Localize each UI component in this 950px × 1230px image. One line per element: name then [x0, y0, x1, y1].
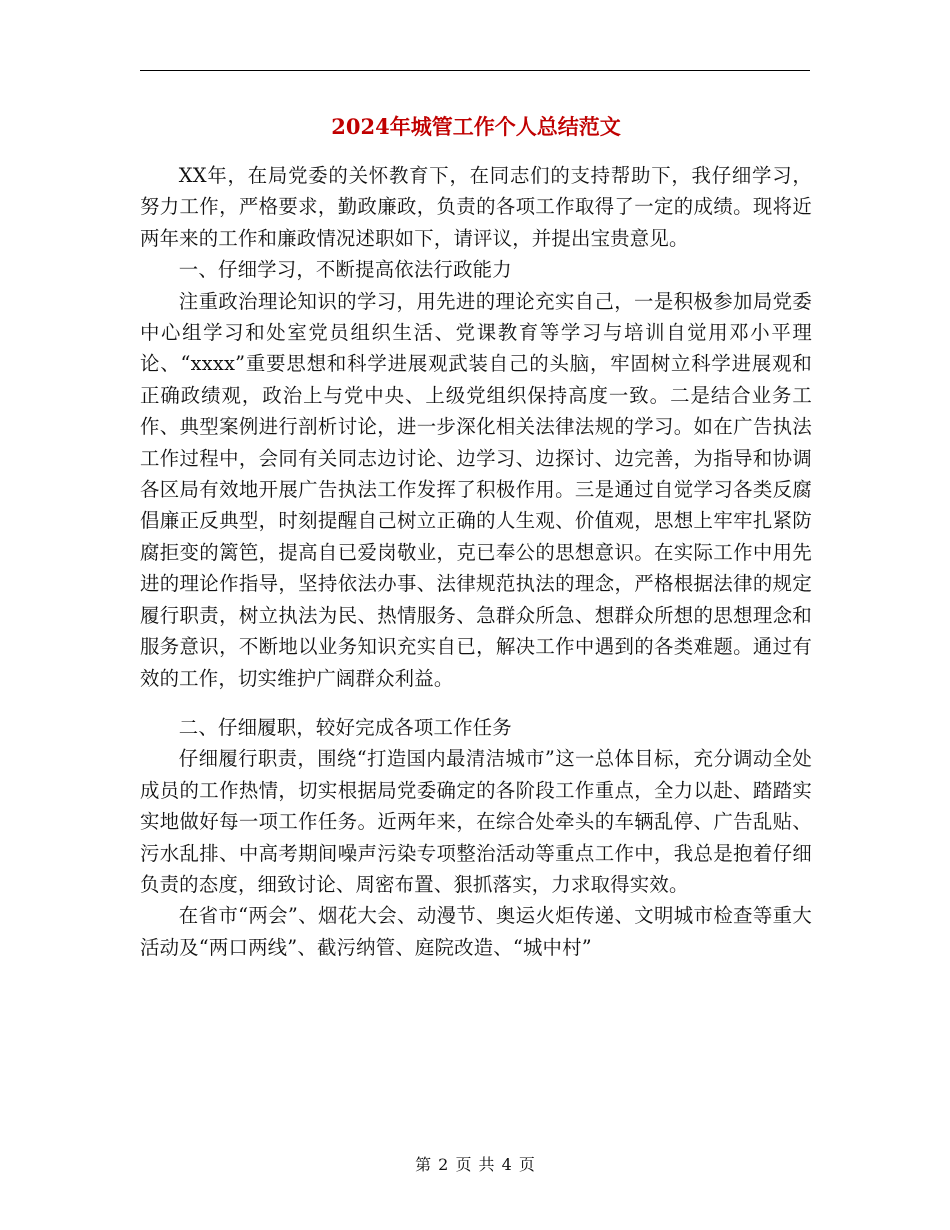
page-number-footer: 第 2 页 共 4 页 [415, 1155, 535, 1174]
section-2-paragraph-2: 在省市“两会”、烟花大会、动漫节、奥运火炬传递、文明城市检查等重大活动及“两口两线”、截污纳管、庭院改造、“城中村” [140, 904, 812, 959]
document-body [140, 104, 812, 963]
intro-paragraph: XX年，在局党委的关怀教育下，在同志们的支持帮助下，我仔细学习，努力工作，严格要求，勤政廉政，负责的各项工作取得了一定的成绩。现将近两年来的工作和廉政情况述职如下，请评议，并提出宝贵意见。 [140, 164, 812, 250]
section-heading-1: 一、仔细学习，不断提高依法行政能力 [178, 258, 512, 282]
document-title: 2024年城管工作个人总结范文 [331, 114, 621, 139]
section-2-paragraph-1: 仔细履行职责，围绕“打造国内最清洁城市”这一总体目标，充分调动全处成员的工作热情，切实根据局党委确定的各阶段工作重点，全力以赴、踏踏实实地做好每一项工作任务。近两年来，在综合处牵头的车辆乱停、广告乱贴、污水乱排、中高考期间噪声污染专项整治活动等重点工作中，我总是抱着仔细负责的态度，细致讨论、周密布置、狠抓落实，力求取得实效。 [140, 747, 812, 896]
section-heading-2: 二、仔细履职，较好完成各项工作任务 [178, 715, 512, 739]
section-1-paragraph: 注重政治理论知识的学习，用先进的理论充实自己，一是积极参加局党委中心组学习和处室党员组织生活、党课教育等学习与培训自觉用邓小平理论、“xxxx”重要思想和科学进展观武装自己的头脑，牢固树立科学进展观和正确政绩观，政治上与党中央、上级党组织保持高度一致。二是结合业务工作、典型案例进行剖析讨论，进一步深化相关法律法规的学习。如在广告执法工作过程中，会同有关同志边讨论、边学习、边探讨、边完善，为指导和协调各区局有效地开展广告执法工作发挥了积极作用。三是通过自觉学习各类反腐倡廉正反典型，时刻提醒自己树立正确的人生观、价值观，思想上牢牢扎紧防腐拒变的篱笆，提高自已爱岗敬业，克已奉公的思想意识。在实际工作中用先进的理论作指导，坚持依法办事、法律规范执法的理念，严格根据法律的规定履行职责，树立执法为民、热情服务、急群众所急、想群众所想的思想理念和服务意识，不断地以业务知识充实自已，解决工作中遇到的各类难题。通过有效的工作，切实维护广阔群众利益。 [140, 289, 812, 690]
header-rule [140, 70, 810, 71]
